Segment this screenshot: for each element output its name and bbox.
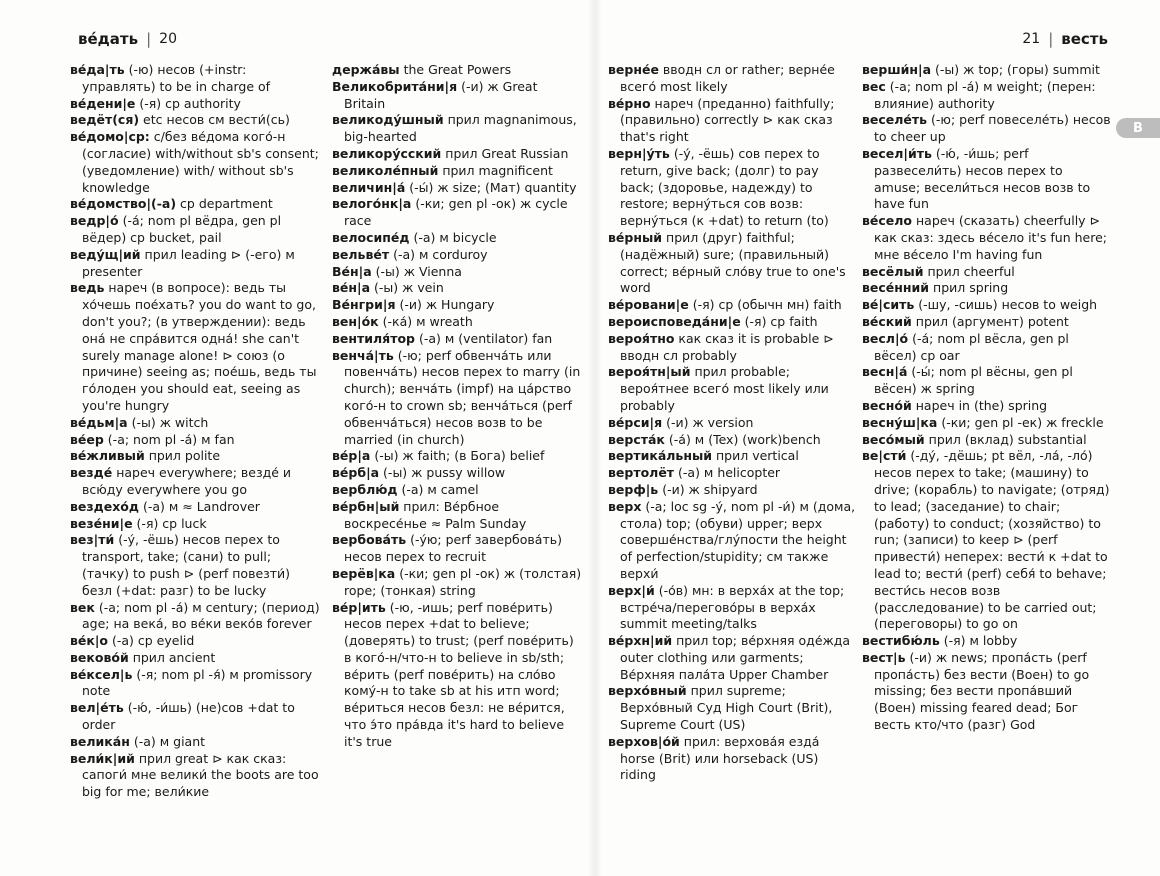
dictionary-entry: весн|а́ (-ы́; nom pl вёсны, gen pl вёсен) ж spring: [862, 364, 1073, 397]
dictionary-entry: верхов|о́й прил: верхова́я езда́ horse (Brit) или horseback (US) riding: [608, 733, 820, 783]
dictionary-entry: ве́ксел|ь (-я; nom pl -я́) м promissory note: [70, 666, 313, 699]
dictionary-entry: весе́нний прил spring: [862, 280, 1009, 296]
dictionary-entry: верхо́вный прил supreme; Верхо́вный Суд High Court (Brit), Supreme Court (US): [608, 683, 833, 733]
dictionary-entry: велосипе́д (-а) м bicycle: [332, 229, 497, 245]
dictionary-entry: ве́ский прил (аргумент) potent: [862, 313, 1069, 329]
dictionary-column-2: [332, 62, 582, 751]
header-divider: |: [146, 30, 152, 48]
dictionary-entry: ве́|сить (-шу, -сишь) несов to weigh: [862, 297, 1098, 313]
dictionary-entry: ве́ер (-а; nom pl -а́) м fan: [70, 431, 235, 447]
dictionary-entry: ведь нареч (в вопросе): ведь ты хо́чешь пое́хать? you do want to go, don't you?; (в утверждении): ведь она́ не спра́вится одна́! she can't surely manage alone! ⊳ союз (о причине) seeing as; пое́шь, ведь ты го́лоден you should eat, seeing as you're hungry: [70, 280, 317, 413]
dictionary-column-3: [608, 62, 856, 784]
dictionary-entry: вероя́тно как сказ it is probable ⊳ вводн сл probably: [608, 330, 834, 363]
dictionary-entry: весл|о́ (-а́; nom pl вёсла, gen pl вёсел) ср oar: [862, 330, 1069, 363]
right-headword: весть: [1061, 30, 1108, 48]
dictionary-entry: веду́щ|ий прил leading ⊳ (-его) м presenter: [70, 246, 295, 279]
dictionary-entry: ве́рб|а (-ы) ж pussy willow: [332, 465, 506, 481]
dictionary-entry: верблю́д (-а) м camel: [332, 481, 479, 497]
dictionary-column-4: [862, 62, 1112, 734]
dictionary-entry: вели́к|ий прил great ⊳ как сказ: сапоги́ мне велики́ the boots are too big for me; вели́кие: [70, 750, 319, 800]
dictionary-entry: ве́да|ть (-ю) несов (+instr: управлять) to be in charge of: [70, 62, 271, 94]
dictionary-entry: весну́ш|ка (-ки; gen pl -ек) ж freckle: [862, 414, 1104, 430]
dictionary-entry: верне́е вводн сл or rather; верне́е всего́ most likely: [608, 62, 835, 94]
dictionary-entry: ве́жливый прил polite: [70, 448, 221, 464]
dictionary-column-1: [70, 62, 320, 801]
dictionary-entry: ве́домство|(-а) ср department: [70, 196, 273, 212]
dictionary-entry: весёлый прил cheerful: [862, 263, 1015, 279]
dictionary-entry: веселе́ть (-ю; perf повеселе́ть) несов to cheer up: [862, 112, 1111, 145]
dictionary-entry: везе́ни|е (-я) ср luck: [70, 515, 207, 531]
dictionary-entry: весел|и́ть (-ю́, -и́шь; perf развесели́ть) несов перех to amuse; весели́ться несов возв to have fun: [862, 145, 1091, 212]
letter-thumb-tab: В: [1116, 118, 1160, 138]
dictionary-entry: вероисповеда́ни|е (-я) ср faith: [608, 313, 818, 329]
dictionary-entry: ве́дьм|а (-ы) ж witch: [70, 414, 209, 430]
dictionary-entry: ве́р|а (-ы) ж faith; (в Бога) belief: [332, 448, 545, 464]
dictionary-entry: вертика́льный прил vertical: [608, 448, 799, 464]
dictionary-entry: верн|у́ть (-у́, -ёшь) сов перех to return, give back; (долг) to pay back; (здоровье, надежду) to restore; верну́ться сов возв: верну́ться (к +dat) to return (to): [608, 145, 829, 229]
dictionary-entry: велого́нк|а (-ки; gen pl -ок) ж cycle race: [332, 196, 568, 229]
dictionary-entry: ве́дени|е (-я) ср authority: [70, 95, 241, 111]
dictionary-entry: вес (-а; nom pl -а́) м weight; (перен: влияние) authority: [862, 78, 1096, 111]
left-running-head: [78, 30, 177, 48]
dictionary-entry: вербова́ть (-у́ю; perf завербова́ть) несов перех to recruit: [332, 532, 562, 565]
dictionary-entry: ве́р|ить (-ю, -ишь; perf пове́рить) несов перех +dat to believe; (доверять) to trust; (perf пове́рить) в кого́-н/что-н to believe in sb/sth; ве́рить (perf пове́рить) на сло́во кому́-н to take sb at his итп word; ве́риться несов безл: не ве́рится, что э́то пра́вда it's hard to believe it's true: [332, 599, 574, 749]
dictionary-entry: великоле́пный прил magnificent: [332, 162, 553, 178]
dictionary-entry: ве́рси|я (-и) ж version: [608, 414, 754, 430]
right-page-number: 21: [1022, 31, 1041, 47]
dictionary-entry: верх (-а; loc sg -у́, nom pl -и́) м (дома, стола) top; (обуви) upper; верх соверше́нства/глу́пости the height of perfection/stupidity; см также верхи́: [608, 498, 856, 581]
dictionary-entry: держа́вы the Great Powers: [332, 62, 512, 77]
dictionary-entry: ведёт(ся) etc несов см вести́(сь): [70, 112, 290, 128]
dictionary-entry: ве́село нареч (сказать) cheerfully ⊳ как сказ: здесь ве́село it's fun here; мне ве́село I'm having fun: [862, 213, 1107, 262]
dictionary-entry: ве|сти́ (-ду́, -дёшь; pt вёл, -ла́, -ло́) несов перех to take; (машину) to drive; (корабль) to navigate; (отряд) to lead; (заседание) to chair; (работу) to conduct; (хозяйство) to run; (записи) to keep ⊳ (perf привести́) неперех: вести́ к +dat to lead to; вести́ (perf) себя́ to behave; вести́сь несов возв (расследование) to be carried out; (переговоры) to go on: [862, 448, 1110, 632]
dictionary-entry: ве́домо|ср: с/без ве́дома кого́-н (согласие) with/without sb's consent; (уведомление) with/ without sb's knowledge: [70, 129, 319, 195]
dictionary-entry: весо́мый прил (вклад) substantial: [862, 431, 1087, 447]
dictionary-entry: верёв|ка (-ки; gen pl -ок) ж (толстая) rope; (тонкая) string: [332, 565, 582, 598]
dictionary-entry: Ве́нгри|я (-и) ж Hungary: [332, 297, 495, 313]
dictionary-entry: ведр|о́ (-а́; nom pl вёдра, gen pl вёдер) ср bucket, pail: [70, 213, 282, 245]
dictionary-entry: венча́|ть (-ю; perf обвенча́ть или повенча́ть) несов перех to marry (in church); венча́ть (impf) на ца́рство кого́-н to crown sb; венча́ться (perf обвенча́ться) несов возв to be married (in church): [332, 347, 581, 447]
dictionary-entry: ве́н|а (-ы) ж vein: [332, 280, 444, 296]
dictionary-entry: вен|о́к (-ка́) м wreath: [332, 313, 473, 329]
dictionary-entry: вертолёт (-а) м helicopter: [608, 465, 781, 481]
dictionary-entry: верх|и́ (-о́в) мн: в верха́х at the top; встре́ча/перегово́ры в верха́х summit meeting/talks: [608, 582, 845, 632]
dictionary-entry: верф|ь (-и) ж shipyard: [608, 481, 758, 497]
dictionary-entry: вентиля́тор (-а) м (ventilator) fan: [332, 330, 553, 346]
dictionary-entry: вестибю́ль (-я) м lobby: [862, 633, 1018, 649]
dictionary-entry: верста́к (-а́) м (Tex) (work)bench: [608, 431, 821, 447]
dictionary-entry: вест|ь (-и) ж news; пропа́сть (perf пропа́сть) без вести (Воен) to go missing; без вести пропа́вший (Воен) missing feared dead; Бог весть кто/что (разг) God: [862, 649, 1090, 733]
header-divider: |: [1048, 30, 1054, 48]
dictionary-entry: ве́рный прил (друг) faithful; (надёжный) sure; (правильный) correct; ве́рный сло́ву true to one's word: [608, 229, 846, 296]
dictionary-entry: Великобрита́ни|я (-и) ж Great Britain: [332, 78, 538, 111]
dictionary-entry: ве́рхн|ий прил top; ве́рхняя оде́жда outer clothing или garments; Ве́рхняя пала́та Upper Chamber: [608, 633, 851, 682]
dictionary-entry: величин|а́ (-ы́) ж size; (Мат) quantity: [332, 179, 577, 195]
dictionary-entry: вел|е́ть (-ю́, -и́шь) (не)сов +dat to order: [70, 700, 295, 733]
dictionary-entry: велика́н (-а) м giant: [70, 733, 206, 749]
dictionary-entry: весно́й нареч in (the) spring: [862, 397, 1048, 413]
dictionary-entry: Ве́н|а (-ы) ж Vienna: [332, 263, 462, 279]
dictionary-entry: великору́сский прил Great Russian: [332, 145, 569, 161]
book-gutter: [588, 0, 602, 876]
dictionary-entry: век (-а; nom pl -а́) м century; (период) age; на века́, во ве́ки веко́в forever: [70, 599, 320, 632]
dictionary-entry: вельве́т (-а) м corduroy: [332, 246, 488, 262]
dictionary-entry: вездехо́д (-а) м ≈ Landrover: [70, 498, 260, 514]
dictionary-entry: вез|ти́ (-у́, -ёшь) несов перех to transport, take; (сани) to pull; (тачку) to push ⊳ (perf повезти́) безл (+dat: разг) to be lucky: [70, 532, 291, 598]
dictionary-entry: веково́й прил ancient: [70, 649, 216, 665]
left-headword: ве́дать: [78, 30, 139, 48]
dictionary-entry: ве́рбн|ый прил: Ве́рбное воскресе́нье ≈ Palm Sunday: [332, 498, 527, 531]
dictionary-entry: великоду́шный прил magnanimous, big-hearted: [332, 112, 577, 145]
dictionary-entry: верши́н|а (-ы) ж top; (горы) summit: [862, 62, 1100, 77]
dictionary-entry: везде́ нареч everywhere; везде́ и всю́ду everywhere you go: [70, 465, 292, 497]
dictionary-entry: ве́ровани|е (-я) ср (обычн мн) faith: [608, 297, 842, 313]
dictionary-entry: ве́рно нареч (преданно) faithfully; (правильно) correctly ⊳ как сказ that's right: [608, 95, 835, 145]
left-page-number: 20: [159, 31, 177, 47]
dictionary-entry: ве́к|о (-а) ср eyelid: [70, 633, 195, 649]
right-running-head: [1022, 30, 1108, 48]
dictionary-entry: вероя́тн|ый прил probable; вероя́тнее всего́ most likely или probably: [608, 364, 829, 413]
